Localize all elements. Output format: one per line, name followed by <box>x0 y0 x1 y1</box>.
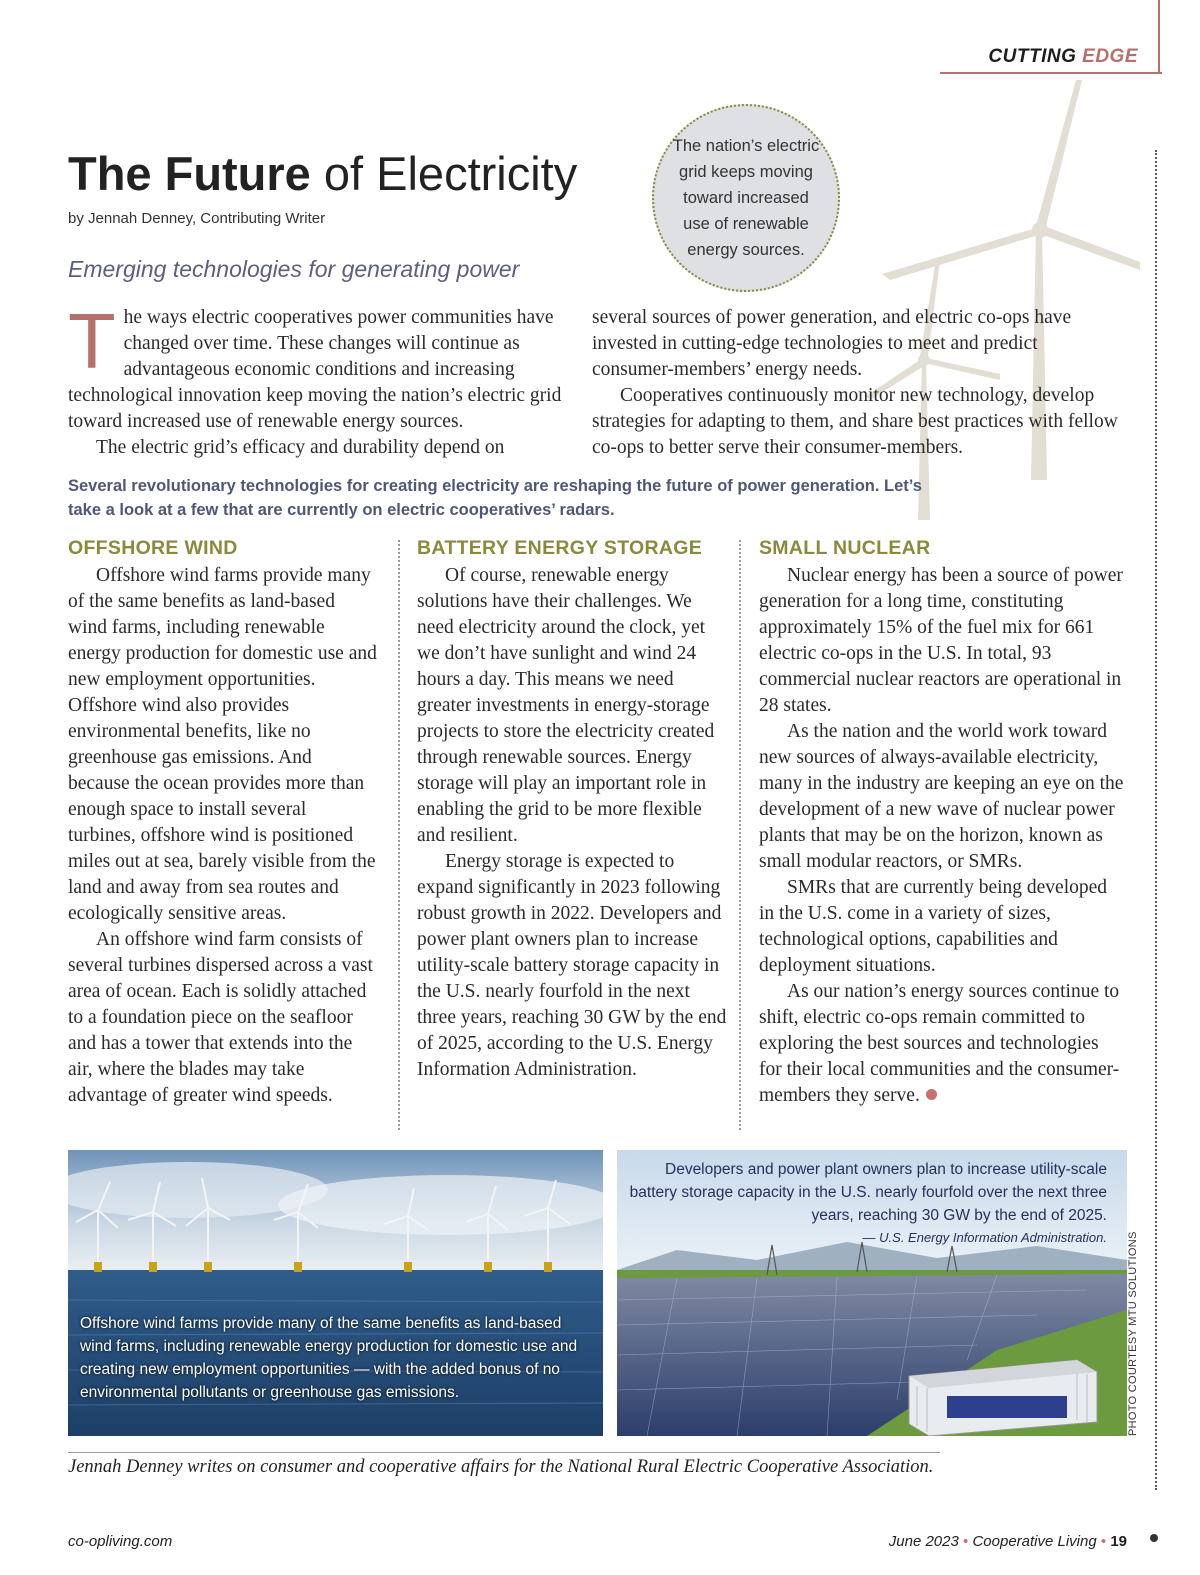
header-vertical-rule <box>1158 0 1160 74</box>
section-paragraph-last-text: As our nation’s energy sources continue to shift, electric co-ops remain committed to exploring the best sources and technologies for their local communities and the consumer-members they serve. <box>759 981 1120 1106</box>
section-paragraph: Energy storage is expected to expand significantly in 2023 following robust growth in 2022. Developers and power plant owners plan to increase utility-scale battery storage capacity in the U.S. nearly fourfold in the next three years, reaching 30 GW by the end of 2025, according to the U.S. Energy Information Administration. <box>417 851 727 1080</box>
section-paragraph: An offshore wind farm consists of several turbines dispersed across a vast area of ocean. Each is solidly attached to a foundation piece on the seafloor and has a tower that extends into the air, where the blades may take advantage of greater wind speeds. <box>68 929 373 1106</box>
page-number: 19 <box>1110 1533 1127 1550</box>
turbine-blade-large-up <box>1036 80 1082 226</box>
intro-paragraph-3: Cooperatives continuously monitor new technology, develop strategies for adapting to them, and share best practices with fellow co-ops to better serve their consumer-members. <box>592 385 1118 458</box>
drop-cap: T <box>68 297 116 385</box>
turbine-blade-large-left <box>882 228 1042 280</box>
section-label-word2: EDGE <box>1082 46 1138 67</box>
offshore-wind-caption: Offshore wind farms provide many of the same benefits as land-based wind farms, including renewable energy production for domestic use and creating new employment opportunities — with the added bonus of no environmental pollutants or greenhouse gas emissions. <box>80 1315 578 1401</box>
footer-dot-icon <box>1150 1534 1158 1542</box>
intro-column-right <box>592 305 1122 461</box>
battery-storage-photo <box>617 1150 1127 1436</box>
footer-issue-info <box>889 1533 1127 1550</box>
header-rule <box>940 72 1162 74</box>
section-paragraph: Nuclear energy has been a source of power generation for a long time, constituting approximately 15% of the fuel mix for 661 electric co-ops in the U.S. In total, 93 commercial nuclear reactors are operational in 28 states. <box>759 565 1123 716</box>
turbine-blade-large-right <box>1044 226 1140 270</box>
title-rest: of Electricity <box>310 147 578 200</box>
section-paragraph: Offshore wind farms provide many of the same benefits as land-based wind farms, including renewable energy production for domestic use and new employment opportunities. Offshore wind also provides environmental benefits, like no greenhouse gas emissions. And because the ocean provides more than enough space to install several turbines, offshore wind is positioned miles out at sea, barely visible from the land and away from sea routes and ecologically sensitive areas. <box>68 565 377 924</box>
end-mark-icon <box>926 1089 937 1100</box>
intro-paragraph-1-text: he ways electric cooperatives power communities have changed over time. These changes will continue as advantageous economic conditions and increasing technological innovation keep moving the nation’s electric grid toward increased use of renewable energy sources. <box>68 307 562 432</box>
battery-storage-quote-attribution: — U.S. Energy Information Administration. <box>862 1230 1107 1245</box>
lead-paragraph: Several revolutionary technologies for creating electricity are reshaping the future of power generation. Let’s take a look at a few that are currently on electric cooperatives’ radars. <box>68 477 922 519</box>
section-label <box>988 46 1138 68</box>
section-heading: SMALL NUCLEAR <box>759 537 931 559</box>
byline: by Jennah Denney, Contributing Writer <box>68 210 326 227</box>
section-paragraph-last <box>759 979 1124 1109</box>
footer-magazine: Cooperative Living <box>972 1533 1097 1550</box>
page-edge-dotted-rule <box>1155 150 1157 1490</box>
section-paragraph: As the nation and the world work toward new sources of always-available electricity, many in the industry are keeping an eye on the development of a new wave of nuclear power plants that may be on the horizon, known as small modular reactors, or SMRs. <box>759 721 1124 872</box>
footer-bullet: • <box>963 1533 969 1550</box>
pull-quote-circle <box>652 104 840 292</box>
section-paragraph: Of course, renewable energy solutions have their challenges. We need electricity around the clock, yet we don’t have sunlight and wind 24 hours a day. This means we need greater investments in energy-storage projects to store the electricity created through renewable sources. Energy storage will play an important role in enabling the grid to be more flexible and resilient. <box>417 565 715 846</box>
section-battery-storage <box>417 535 727 1083</box>
section-label-word1: CUTTING <box>988 46 1077 67</box>
column-separator <box>739 540 741 1130</box>
subtitle: Emerging technologies for generating power <box>68 256 520 282</box>
title-bold: The Future <box>68 147 311 200</box>
column-separator <box>398 540 400 1130</box>
section-small-nuclear <box>759 535 1124 1109</box>
intro-paragraph-1 <box>68 297 568 435</box>
section-paragraph: SMRs that are currently being developed in the U.S. come in a variety of sizes, technological options, capabilities and deployment situations. <box>759 877 1108 976</box>
pull-quote-text: The nation’s electric grid keeps moving toward increased use of renewable energy sources. <box>672 137 820 259</box>
section-heading: BATTERY ENERGY STORAGE <box>417 537 703 559</box>
offshore-wind-photo <box>68 1150 603 1436</box>
footer-issue: June 2023 <box>888 1533 959 1550</box>
intro-column-left <box>68 297 568 461</box>
page-title <box>68 146 577 201</box>
section-offshore-wind <box>68 535 378 1109</box>
intro-paragraph-2-cont: several sources of power generation, and electric co-ops have invested in cutting-edge technologies to meet and predict consumer-members’ energy needs. <box>592 307 1072 380</box>
footer-bullet: • <box>1100 1533 1107 1550</box>
footer-website[interactable]: co-opliving.com <box>68 1533 173 1550</box>
photo-credit: PHOTO COURTESY MTU SOLUTIONS <box>1127 1231 1139 1436</box>
bio-rule <box>68 1452 940 1453</box>
section-heading: OFFSHORE WIND <box>68 537 238 559</box>
turbine-hub-large <box>1032 222 1048 238</box>
author-bio: Jennah Denney writes on consumer and cooperative affairs for the National Rural Electric Cooperative Association. <box>68 1457 934 1477</box>
intro-paragraph-2-start: The electric grid’s efficacy and durability depend on <box>96 437 505 458</box>
battery-storage-quote: Developers and power plant owners plan to increase utility-scale battery storage capacity in the U.S. nearly fourfold over the next three years, reaching 30 GW by the end of 2025. <box>629 1161 1107 1224</box>
